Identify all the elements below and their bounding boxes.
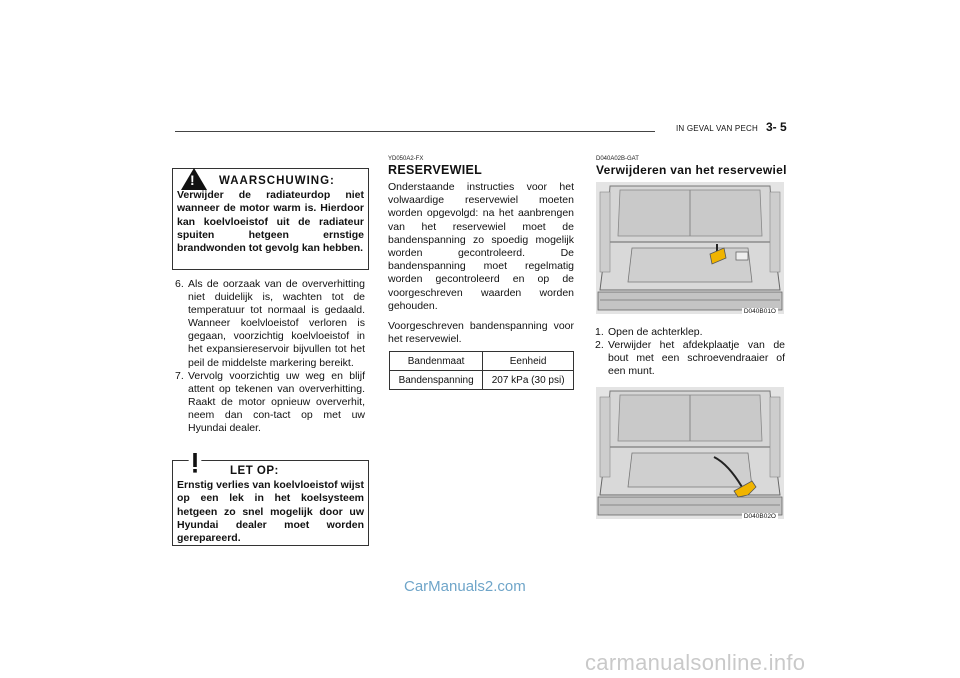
watermark-text: carmanualsonline.info — [585, 650, 806, 675]
warning-box — [172, 168, 369, 270]
trunk-illustration-2 — [596, 387, 784, 519]
table-cell: 207 kPa (30 psi) — [483, 371, 574, 390]
spare-wheel-paragraph: Onderstaande instructies voor het volwaardige reservewiel moeten worden opgevolgd: na het aanbrengen van het reservewiel moet de bandenspanning zo spoedig mogelijk worden gecontroleerd. De bandenspanning moet regelmatig worden gecontroleerd en op de voorgeschreven waarden worden gehouden. — [388, 181, 574, 312]
step-text: Open de achterklep. — [608, 326, 703, 338]
steps-left-list — [175, 278, 365, 435]
trunk-figure-2 — [596, 387, 784, 519]
section-code: D040A02B-GAT — [596, 156, 639, 162]
step-text: Verwijder het afdekplaatje van de bout met een schroevendraaier of een munt. — [608, 339, 785, 378]
section-code: YD050A2-FX — [388, 156, 424, 162]
page-number: 3- 5 — [766, 120, 787, 134]
section-title: RESERVEWIEL — [388, 163, 483, 177]
warning-heading: WAARSCHUWING: — [219, 175, 335, 187]
list-item — [595, 326, 785, 339]
step-text: Vervolg voorzichtig uw weg en blijf attent op tekenen van oververhitting. Raakt de motor opnieuw oververhit, neem dan con-tact op met uw Hyundai dealer. — [188, 369, 365, 435]
trunk-illustration-1 — [596, 182, 784, 314]
step-number: 6. — [175, 278, 184, 290]
table-header-cell: Bandenmaat — [390, 352, 483, 371]
remove-wheel-steps — [595, 326, 785, 378]
header-rule — [175, 131, 655, 132]
section-title: Verwijderen van het reservewiel — [596, 163, 787, 177]
header-section-title: IN GEVAL VAN PECH — [676, 124, 758, 133]
table-cell: Bandenspanning — [390, 371, 483, 390]
step-number: 7. — [175, 369, 184, 382]
table-header-row — [390, 352, 574, 371]
step-text: Als de oorzaak van de oververhitting niet duidelijk is, wachten tot de temperatuur tot normaal is gedaald. Wanneer koelvloeistof verloren is gegaan, voorzichtig koelvloeistof in het expansiereservoir bijvullen tot het peil de middelste markering bereikt. — [188, 278, 365, 369]
list-item — [595, 339, 785, 378]
trunk-figure-1 — [596, 182, 784, 314]
table-header-cell: Eenheid — [483, 352, 574, 371]
caution-box — [172, 460, 369, 546]
warning-exclamation: ! — [190, 172, 195, 188]
step-number: 2. — [595, 339, 604, 352]
pressure-paragraph: Voorgeschreven bandenspanning voor het reservewiel. — [388, 320, 574, 346]
figure-code: D040B01O — [743, 308, 776, 314]
list-item — [175, 278, 365, 370]
table-row — [390, 371, 574, 390]
warning-text: Verwijder de radiateurdop niet wanneer de motor warm is. Hierdoor kan koelvloeistof uit de radiateur spuiten hetgeen ernstige brandwonden tot gevolg kan hebben. — [177, 189, 364, 255]
figure-code: D040B02O — [743, 513, 776, 519]
caution-heading: LET OP: — [230, 465, 279, 477]
tire-pressure-table — [389, 351, 574, 390]
step-number: 1. — [595, 326, 604, 338]
caution-text: Ernstig verlies van koelvloeistof wijst op een lek in het koelsysteem hetgeen zo snel mogelijk door uw Hyundai dealer moet worden gerepareerd. — [177, 479, 364, 545]
watermark-link[interactable]: CarManuals2.com — [404, 578, 526, 595]
caution-exclamation-icon — [181, 449, 209, 475]
list-item — [175, 370, 365, 435]
